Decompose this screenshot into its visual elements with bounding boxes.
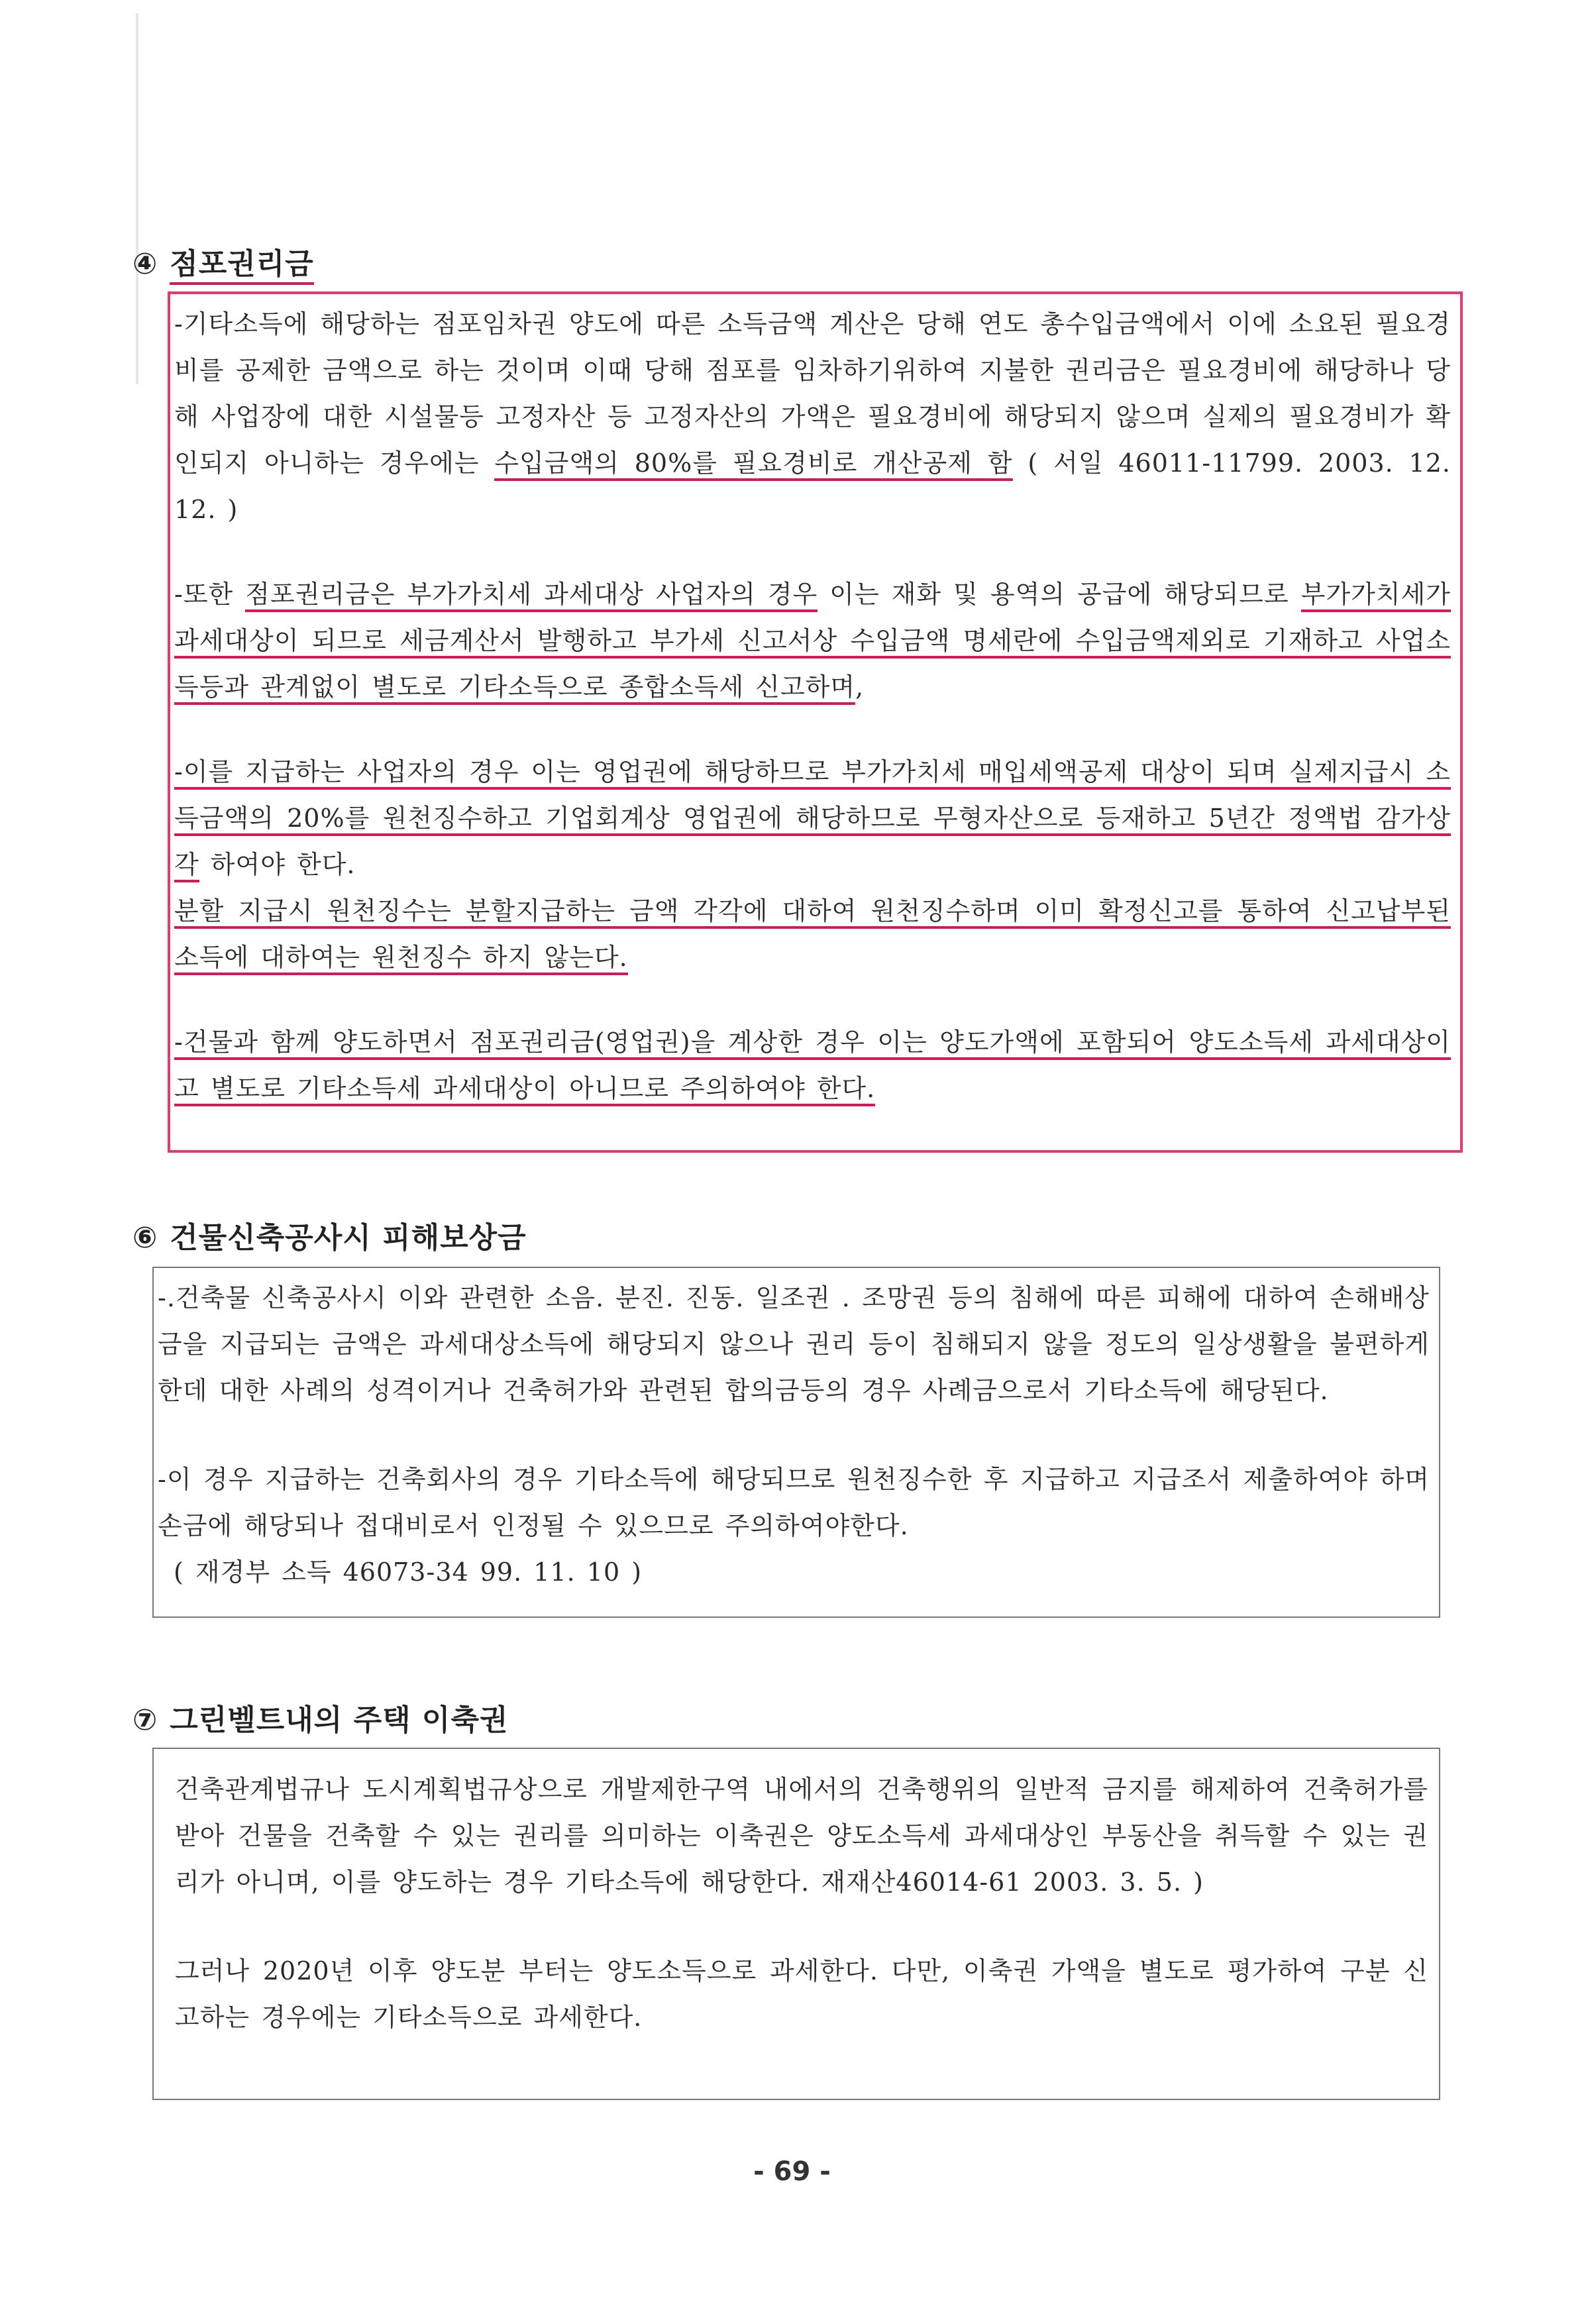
section-4-paragraph-5 [174,1019,1451,1112]
s4-p2-text-b: 이는 재화 및 용역의 공급에 해당되므로 [818,580,1301,609]
section-4-title: 점포권리금 [170,247,314,285]
s4-p4-underline: 분할 지급시 원천징수는 분할지급하는 금액 각각에 대하여 원천징수하며 이미 확정신고를 통하여 신고납부된 소득에 대하여는 원천징수 하지 않는다. [174,896,1451,975]
s4-p3-text: 하여야 한다. [199,850,356,879]
section-6-citation: ( 재경부 소득 46073-34 99. 11. 10 ) [174,1558,643,1587]
s4-p2-underline-1: 점포권리금은 부가가치세 과세대상 사업자의 경우 [245,580,818,612]
s4-p2-text-a: -또한 [174,580,246,609]
s4-p1-underline: 수입금액의 80%를 필요경비로 개산공제 함 [494,449,1012,481]
s4-p5-underline: -건물과 함께 양도하면서 점포권리금(영업권)을 계상한 경우 이는 양도가액에 포함되어 양도소득세 과세대상이고 별도로 기타소득세 과세대상이 아니므로 주의하여야 한다. [174,1028,1451,1106]
section-7-box [152,1748,1440,2100]
section-4-box [168,291,1463,1153]
section-6-number: ⑥ [132,1221,158,1255]
section-6-heading [132,1214,527,1256]
section-6-box [152,1267,1440,1618]
s4-p1-text: -기타소득에 해당하는 점포임차권 양도에 따른 소득금액 계산은 당해 연도 총수입금액에서 이에 소요된 필요경비를 공제한 금액으로 하는 것이며 이때 당해 점포를 임차하기위하여 지불한 권리금은 필요경비에 해당하나 당해 사업장에 대한 시설물등 고정자산 등 고정자산의 가액은 필요경비에 해당되지 않으며 실제의 필요경비가 확인되지 아니하는 경우에는 [174,309,1451,478]
section-6-paragraph-2: -이 경우 지급하는 건축회사의 경우 기타소득에 해당되므로 원천징수한 후 지급하고 지급조서 제출하여야 하며 손금에 해당되나 접대비로서 인정될 수 있으므로 주의하여야한다. [158,1465,1430,1540]
s4-p2-text-c: , [855,672,865,702]
section-7-number: ⑦ [132,1703,158,1737]
section-4-paragraph-2 [174,571,1451,710]
section-6-paragraph-1: -.건축물 신축공사시 이와 관련한 소음. 분진. 진동. 일조권 . 조망권 등의 침해에 따른 피해에 대하여 손해배상금을 지급되는 금액은 과세대상소득에 해당되지 않으나 권리 등이 침해되지 않을 정도의 일상생활을 불편하게 한데 대한 사례의 성격이거나 건축허가와 관련된 합의금등의 경우 사례금으로서 기타소득에 해당된다. [158,1283,1430,1405]
section-4-number: ④ [132,247,158,281]
section-7-paragraph-1: 건축관계법규나 도시계획법규상으로 개발제한구역 내에서의 건축행위의 일반적 금지를 해제하여 건축허가를 받아 건물을 건축할 수 있는 권리를 의미하는 이축권은 양도소득세 과세대상인 부동산을 취득할 수 있는 권리가 아니며, 이를 양도하는 경우 기타소득에 해당한다. 재재산46014-61 2003. 3. 5. ) [175,1775,1428,1897]
s4-p2-underline-2: 부가가치세가 과세대상이 되므로 세금계산서 발행하고 부가세 신고서상 수입금액 명세란에 수입금액제외로 기재하고 사업소득등과 관계없이 별도로 기타소득으로 종합소득세 신고하며 [174,580,1451,705]
s4-p3-underline: -이를 지급하는 사업자의 경우 이는 영업권에 해당하므로 부가가치세 매입세액공제 대상이 되며 실제지급시 소득금액의 20%를 원천징수하고 기업회계상 영업권에 해당하므로 무형자산으로 등재하고 5년간 정액법 감가상각 [174,757,1451,882]
section-4-paragraph-3 [174,749,1451,888]
section-4-heading [132,240,314,282]
section-7-heading [132,1696,508,1738]
page-number: - 69 - [753,2156,831,2187]
section-7-paragraph-2: 그러나 2020년 이후 양도분 부터는 양도소득으로 과세한다. 다만, 이축권 가액을 별도로 평가하여 구분 신고하는 경우에는 기타소득으로 과세한다. [175,1956,1428,2032]
section-4-paragraph-4 [174,888,1451,980]
section-7-title: 그린벨트내의 주택 이축권 [170,1703,509,1737]
section-4-paragraph-1 [174,301,1451,533]
section-6-title: 건물신축공사시 피해보상금 [170,1221,527,1255]
s4-p1-citation: ( 서일 46011-11799. 2003. 12. 12. ) [174,449,1452,524]
scan-edge [136,13,138,384]
